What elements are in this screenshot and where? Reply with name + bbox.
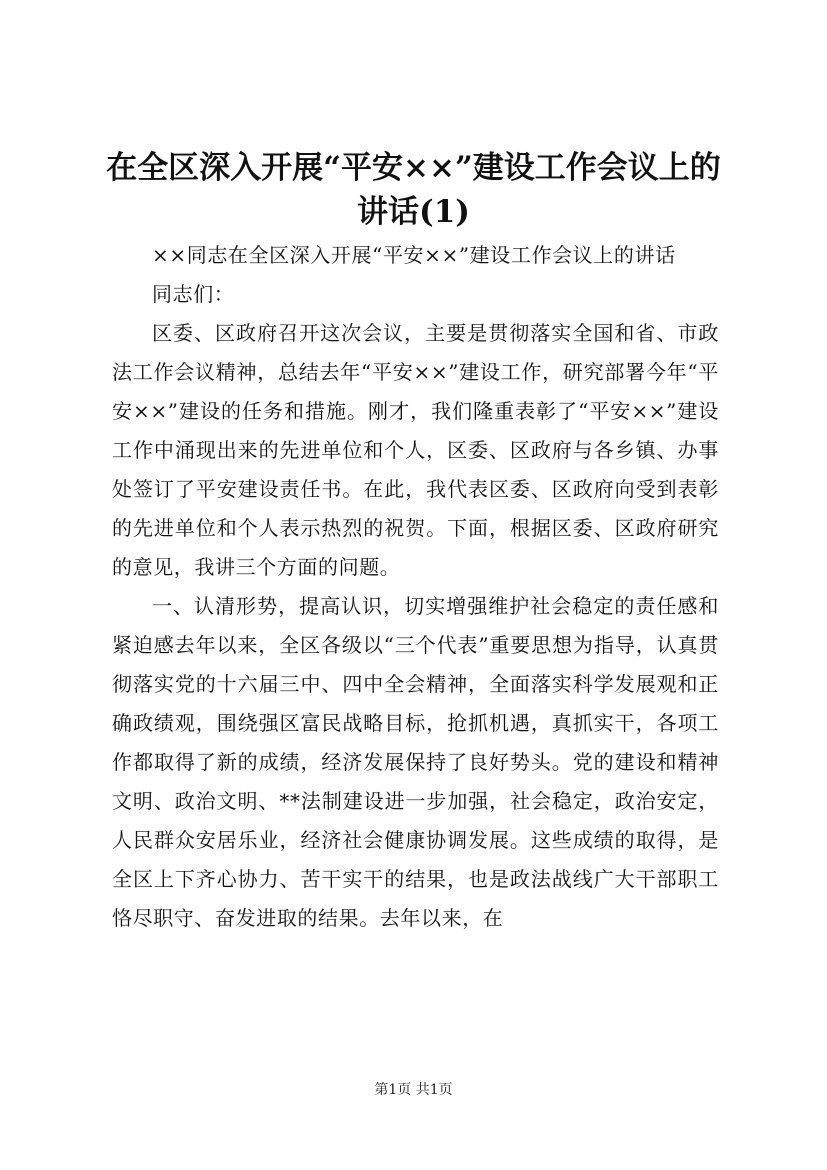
speech-heading-paragraph: ××同志在全区深入开展“平安××”建设工作会议上的讲话 [152,243,676,267]
document-body [112,236,719,938]
page-footer: 第1页 共1页 [374,1082,453,1098]
section-one-paragraph: 一、认清形势，提高认识，切实增强维护社会稳定的责任感和紧迫感去年以来，全区各级以“三个代表”重要思想为指导，认真贯彻落实党的十六届三中、四中全会精神，全面落实科学发展观和正确政绩观，围绕强区富民战略目标，抢抓机遇，真抓实干，各项工作都取得了新的成绩，经济发展保持了良好势头。党的建设和精神文明、政治文明、**法制建设进一步加强，社会稳定，政治安定，人民群众安居乐业，经济社会健康协调发展。这些成绩的取得，是全区上下齐心协力、苦干实干的结果，也是政法战线广大干部职工恪尽职守、奋发进取的结果。去年以来，在 [112,594,719,930]
salutation-paragraph: 同志们： [152,282,235,306]
intro-paragraph: 区委、区政府召开这次会议，主要是贯彻落实全国和省、市政法工作会议精神，总结去年“平安××”建设工作，研究部署今年“平安××”建设的任务和措施。刚才，我们隆重表彰了“平安××”建设工作中涌现出来的先进单位和个人，区委、区政府与各乡镇、办事处签订了平安建设责任书。在此，我代表区委、区政府向受到表彰的先进单位和个人表示热烈的祝贺。下面，根据区委、区政府研究的意见，我讲三个方面的问题。 [112,321,719,579]
document-title: 在全区深入开展“平安××”建设工作会议上的讲话(1) [106,150,721,230]
